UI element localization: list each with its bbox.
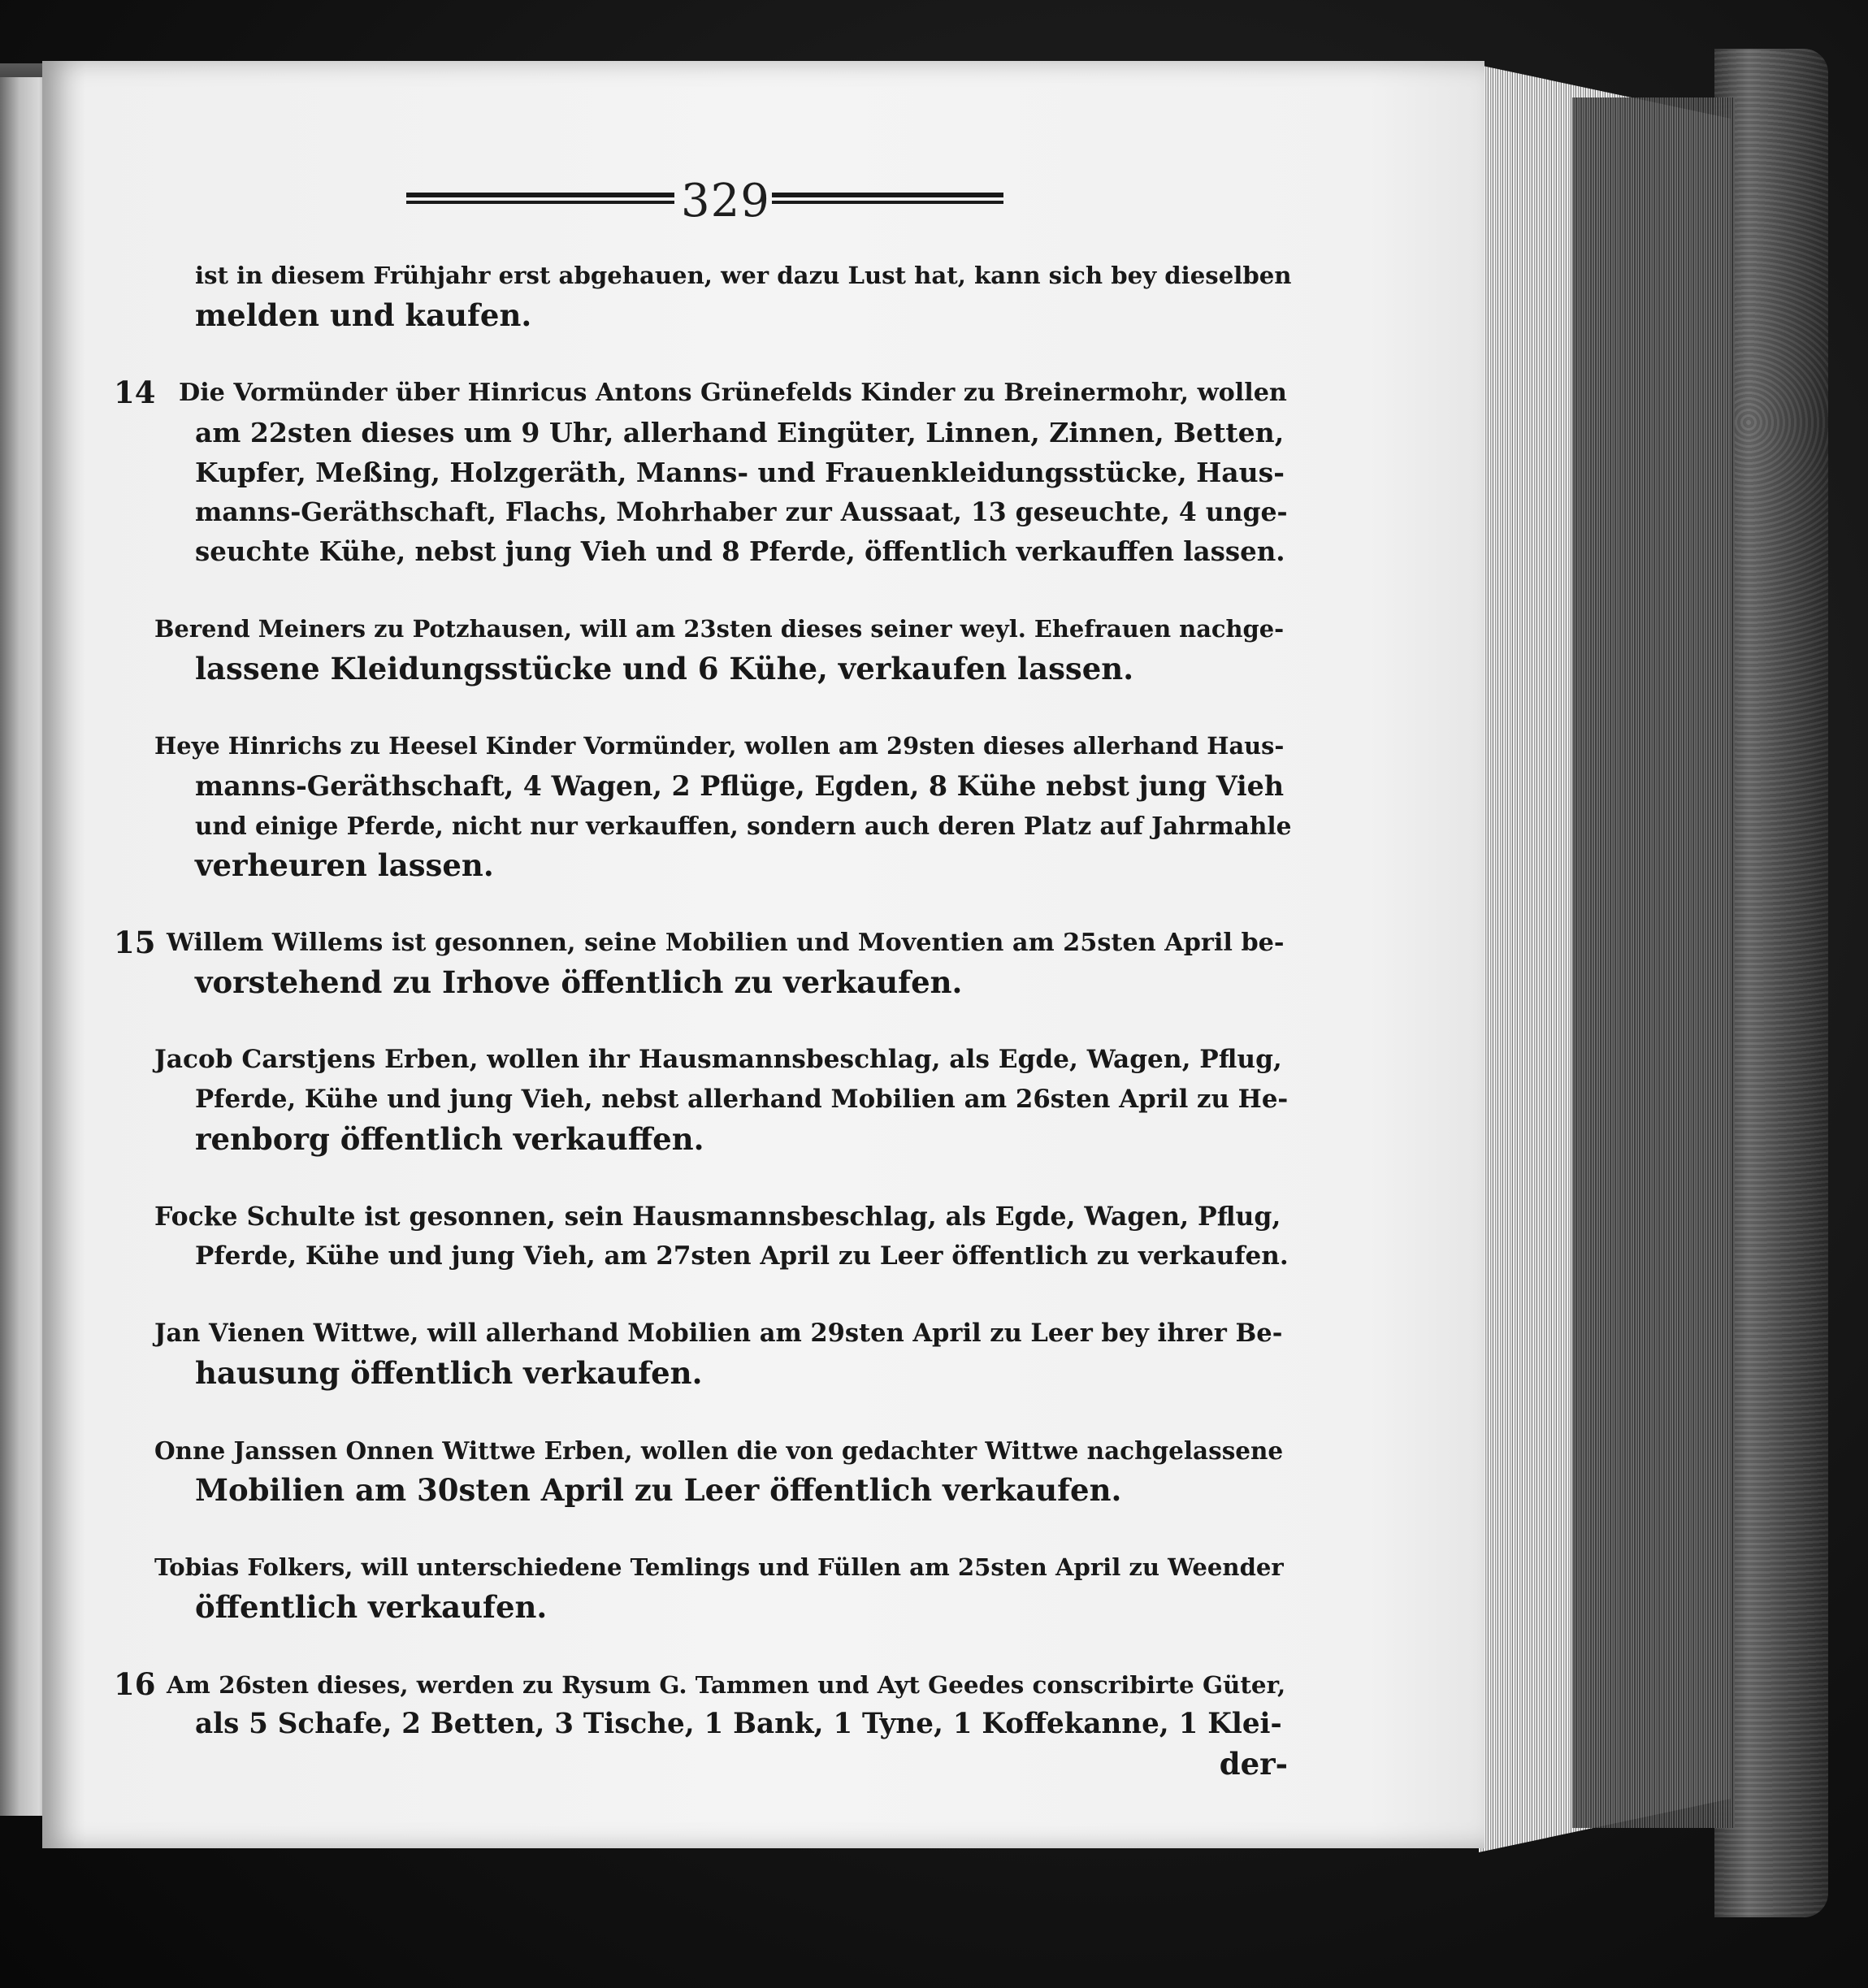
text-line: Kupfer, Meßing, Holzgeräth, Manns- und Frauenkleidungsstücke, Haus- (195, 457, 1285, 488)
entry (118, 609, 1288, 689)
entry (118, 1197, 1288, 1276)
entry (118, 726, 1292, 886)
entry-number: 15 (114, 925, 156, 960)
header-rule-left (406, 193, 674, 204)
text-line: Mobilien am 30sten April zu Leer öffentlich verkaufen. (195, 1472, 1122, 1508)
entry (114, 1665, 1288, 1784)
text-line: Pferde, Kühe und jung Vieh, nebst allerhand Mobilien am 26sten April zu He- (195, 1085, 1289, 1114)
page-edge-shadow (1572, 97, 1735, 1828)
text-line: ist in diesem Frühjahr erst abgehauen, wer dazu Lust hat, kann sich bey dieselben (195, 262, 1292, 289)
text-line: verheuren lassen. (195, 847, 494, 883)
text-line: Am 26sten dieses, werden zu Rysum G. Tammen und Ayt Geedes conscribirte Güter, (167, 1670, 1286, 1699)
text-line: am 22sten dieses um 9 Uhr, allerhand Eingüter, Linnen, Zinnen, Betten, (195, 417, 1285, 448)
text-line: Focke Schulte ist gesonnen, sein Hausmannsbeschlag, als Egde, Wagen, Pflug, (154, 1202, 1281, 1232)
entry (118, 1040, 1288, 1159)
text-line: Onne Janssen Onnen Wittwe Erben, wollen die von gedachter Wittwe nachgelassene (154, 1436, 1284, 1465)
text-line: Tobias Folkers, will unterschiedene Temlings und Füllen am 25sten April zu Weender (154, 1553, 1284, 1581)
text-line: Die Vormünder über Hinricus Antons Grünefelds Kinder zu Breinermohr, wollen (179, 379, 1287, 407)
page-body (114, 256, 1292, 1784)
text-line: renborg öffentlich verkauffen. (195, 1121, 704, 1157)
text-line: melden und kaufen. (195, 297, 532, 333)
page-header (398, 175, 1016, 232)
entry (114, 373, 1288, 572)
page-number: 329 (681, 175, 770, 227)
entry (118, 1431, 1288, 1510)
entry-number: 16 (114, 1666, 156, 1702)
text-line: lassene Kleidungsstücke und 6 Kühe, verkaufen lassen. (195, 651, 1134, 686)
catchword: der- (1219, 1746, 1288, 1782)
text-line: Heye Hinrichs zu Heesel Kinder Vormünder, wollen am 29sten dieses allerhand Haus- (154, 732, 1285, 760)
text-line: öffentlich verkaufen. (195, 1589, 548, 1625)
entry-number: 14 (114, 375, 156, 410)
text-line: manns-Geräthschaft, 4 Wagen, 2 Pflüge, Egden, 8 Kühe nebst jung Vieh (195, 770, 1285, 802)
entry (118, 1548, 1288, 1627)
text-line: und einige Pferde, nicht nur verkauffen, sondern auch deren Platz auf Jahrmahle (195, 812, 1292, 840)
text-line: manns-Geräthschaft, Flachs, Mohrhaber zur Aussaat, 13 geseuchte, 4 unge- (195, 497, 1288, 527)
text-line: Berend Meiners zu Potzhausen, will am 23sten dieses seiner weyl. Ehefrauen nachge- (154, 615, 1285, 643)
text-line: vorstehend zu Irhove öffentlich zu verkaufen. (195, 964, 963, 1000)
text-line: Willem Willems ist gesonnen, seine Mobilien und Moventien am 25sten April be- (167, 929, 1285, 957)
text-line: hausung öffentlich verkaufen. (195, 1355, 703, 1391)
entry (118, 1314, 1288, 1393)
text-line: als 5 Schafe, 2 Betten, 3 Tische, 1 Bank, 1 Tyne, 1 Koffekanne, 1 Klei- (195, 1708, 1282, 1740)
entry (114, 923, 1288, 1003)
text-line: Jan Vienen Wittwe, will allerhand Mobilien am 29sten April zu Leer bey ihrer Be- (154, 1319, 1283, 1348)
text-line: Pferde, Kühe und jung Vieh, am 27sten April zu Leer öffentlich zu verkaufen. (195, 1241, 1289, 1271)
text-line: Jacob Carstjens Erben, wollen ihr Hausmannsbeschlag, als Egde, Wagen, Pflug, (154, 1045, 1282, 1074)
text-line: seuchte Kühe, nebst jung Vieh und 8 Pferde, öffentlich verkauffen lassen. (195, 536, 1285, 567)
header-rule-right (772, 193, 1003, 204)
entry (118, 256, 1292, 336)
